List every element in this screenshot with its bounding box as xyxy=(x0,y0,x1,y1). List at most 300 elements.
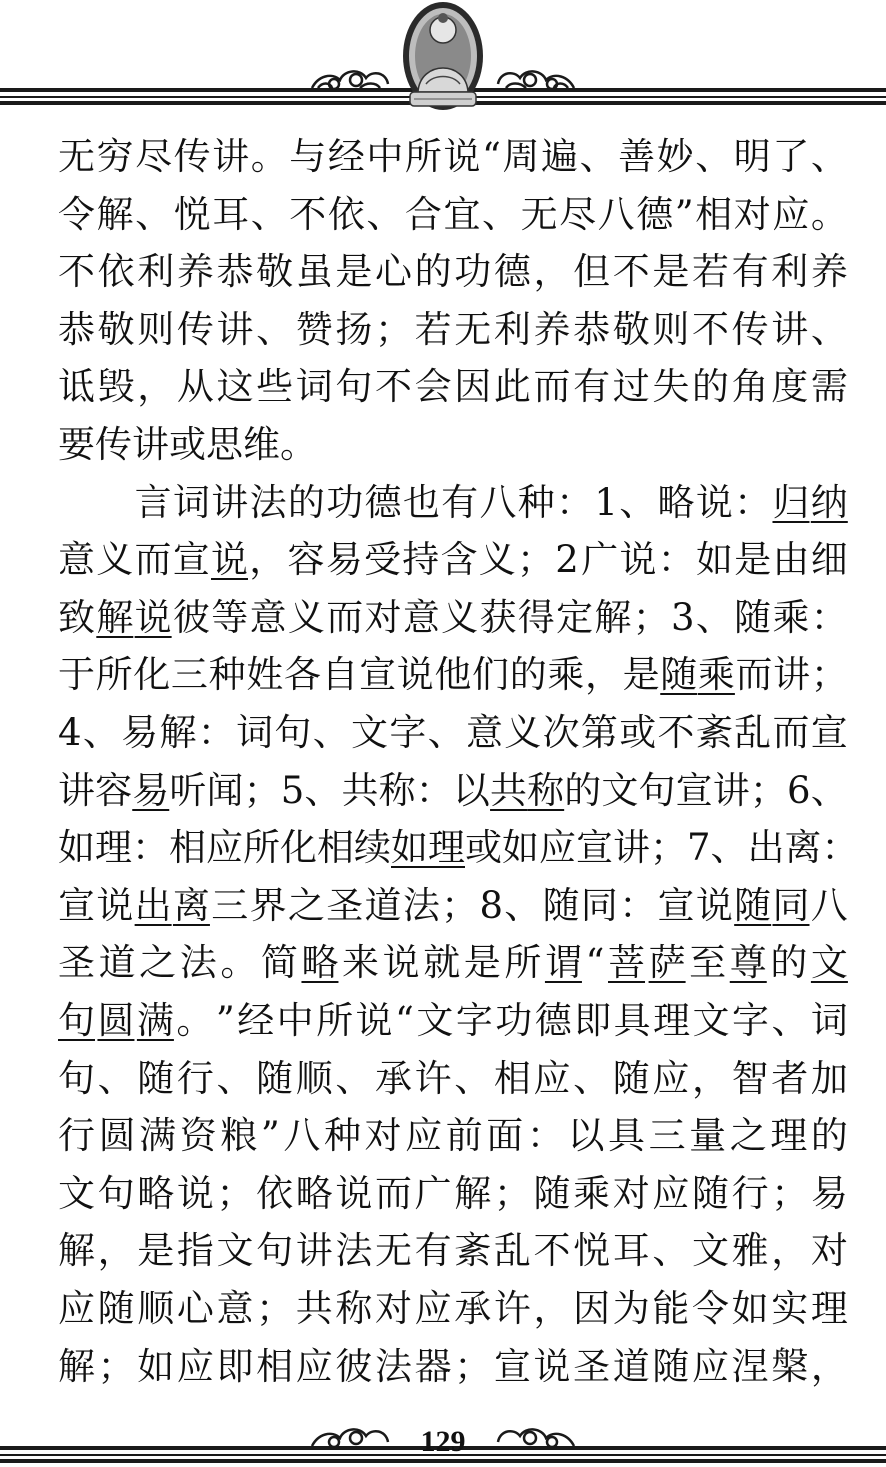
text-char: 三 xyxy=(170,653,208,696)
text-char: 2 xyxy=(555,538,579,581)
text-char: 的 xyxy=(414,250,452,293)
text-char: 、 xyxy=(695,596,733,639)
text-char: 宣 xyxy=(576,826,613,869)
text-char: 3 xyxy=(671,596,695,639)
text-char: 得 xyxy=(517,596,555,639)
text-char: 词 xyxy=(172,481,210,524)
text-char: 三 xyxy=(648,1114,686,1157)
text-line xyxy=(58,186,848,244)
text-char: 、 xyxy=(710,826,748,869)
text-char: 说 xyxy=(382,941,420,984)
underlined-char: 随 xyxy=(660,653,698,696)
text-char: ； xyxy=(650,826,687,869)
text-char: 文 xyxy=(351,711,389,754)
text-char: 6 xyxy=(787,769,811,812)
text-char: 尽 xyxy=(559,193,597,236)
text-char: 者 xyxy=(771,1057,809,1100)
text-char: 化 xyxy=(280,826,317,869)
text-char: 或 xyxy=(619,711,657,754)
text-char: 具 xyxy=(608,1114,646,1157)
text-char: 、 xyxy=(312,711,350,754)
text-char: 由 xyxy=(772,538,810,581)
text-char: ； xyxy=(749,769,787,812)
text-char: 简 xyxy=(260,941,298,984)
text-char: 功 xyxy=(326,481,364,524)
text-char: 应 xyxy=(539,826,576,869)
text-char: 圣 xyxy=(58,941,95,984)
text-char: 德 xyxy=(493,250,531,293)
text-char: 随 xyxy=(533,1172,571,1215)
text-char: ； xyxy=(441,884,479,927)
text-char: 词 xyxy=(295,365,333,408)
text-char: ” xyxy=(260,1114,280,1157)
text-char: 文 xyxy=(216,1229,254,1272)
text-char: 许 xyxy=(414,1057,452,1100)
underlined-char: 同 xyxy=(772,884,810,927)
text-char: 称 xyxy=(378,769,416,812)
text-char: ； xyxy=(632,596,670,639)
text-char: “ xyxy=(585,941,605,984)
text-char: 法 xyxy=(375,1345,412,1388)
text-char: 而 xyxy=(326,596,364,639)
text-char: 从 xyxy=(176,365,214,408)
text-char: 无 xyxy=(58,135,95,178)
text-char: 德 xyxy=(364,481,402,524)
text-char: 词 xyxy=(810,999,848,1042)
text-char: 道 xyxy=(364,884,402,927)
text-char: 粮 xyxy=(220,1114,258,1157)
text-char: 耳 xyxy=(212,193,250,236)
text-char: ； xyxy=(216,1172,254,1215)
text-char: 心 xyxy=(176,1287,214,1330)
text-char: 随 xyxy=(542,884,580,927)
text-char: 智 xyxy=(731,1057,769,1100)
text-char: 易 xyxy=(325,538,363,581)
text-char: 解 xyxy=(96,193,134,236)
text-char: 乱 xyxy=(493,1229,531,1272)
text-char: 具 xyxy=(613,999,651,1042)
text-char: 讲 xyxy=(212,135,250,178)
text-char: 共 xyxy=(341,769,379,812)
text-char: 对 xyxy=(810,1229,848,1272)
text-char: 应 xyxy=(414,1287,452,1330)
text-char: 广 xyxy=(581,538,619,581)
text-char: 说 xyxy=(176,1172,214,1215)
text-char: 句 xyxy=(97,1172,135,1215)
text-char: 、 xyxy=(304,769,342,812)
text-char: 涅 xyxy=(731,1345,769,1388)
text-char: ” xyxy=(674,193,694,236)
text-char: 指 xyxy=(176,1229,214,1272)
text-char: 意 xyxy=(465,711,503,754)
underlined-char: 出 xyxy=(134,884,172,927)
text-char: 细 xyxy=(810,538,848,581)
text-char: 了 xyxy=(772,135,810,178)
text-char: ， xyxy=(584,653,622,696)
text-char: 理 xyxy=(810,1287,848,1330)
text-char: 言 xyxy=(134,481,172,524)
text-char: 敬 xyxy=(612,308,650,351)
text-char: 所 xyxy=(404,135,442,178)
text-char: ： xyxy=(415,769,453,812)
text-char: ： xyxy=(810,596,848,639)
text-line xyxy=(58,704,848,762)
text-char: 相 xyxy=(493,1057,531,1100)
text-char xyxy=(96,474,133,532)
text-char: 文 xyxy=(601,769,639,812)
text-char: 圣 xyxy=(326,884,364,927)
text-char: 度 xyxy=(771,365,809,408)
text-char: ： xyxy=(197,711,235,754)
text-char: 词 xyxy=(236,711,274,754)
text-char: 姓 xyxy=(246,653,284,696)
text-char: 是 xyxy=(734,538,772,581)
text-char: 宣 xyxy=(810,711,848,754)
text-char: 恭 xyxy=(58,308,95,351)
text-char: 解 xyxy=(58,1229,95,1272)
text-char: 、 xyxy=(366,193,404,236)
text-char: 就 xyxy=(423,941,461,984)
text-char: 、 xyxy=(810,308,848,351)
text-char: ； xyxy=(375,308,412,351)
text-char: 、 xyxy=(335,1057,373,1100)
text-char: 应 xyxy=(533,1057,571,1100)
text-char: 是 xyxy=(463,941,501,984)
text-char: 应 xyxy=(58,1287,95,1330)
underlined-char: 解 xyxy=(96,596,134,639)
text-char: 讲 xyxy=(132,423,169,466)
text-char: 随 xyxy=(97,1287,135,1330)
text-char: 而 xyxy=(134,538,172,581)
text-char: 诋 xyxy=(58,365,95,408)
text-char: 解 xyxy=(58,1345,95,1388)
text-char: 不 xyxy=(612,250,650,293)
text-char: 满 xyxy=(139,1114,177,1157)
text-char: 宣 xyxy=(657,884,695,927)
text-char: 依 xyxy=(327,193,365,236)
text-char: 致 xyxy=(58,596,95,639)
text-char: 对 xyxy=(364,596,402,639)
text-char: 的 xyxy=(770,941,808,984)
text-char: 容 xyxy=(95,769,133,812)
left-cloud-scroll-icon xyxy=(312,71,388,89)
underlined-char: 句 xyxy=(58,999,95,1042)
text-char: 理 xyxy=(95,826,132,869)
text-char: “ xyxy=(395,999,414,1042)
text-char: 相 xyxy=(695,193,733,236)
text-char: 而 xyxy=(533,365,571,408)
text-char: 理 xyxy=(653,999,691,1042)
text-char: 所 xyxy=(504,941,542,984)
text-char: 槃 xyxy=(771,1345,809,1388)
underlined-char: 易 xyxy=(132,769,170,812)
text-char: 中 xyxy=(276,999,314,1042)
text-char: 、 xyxy=(135,193,173,236)
text-char: 7 xyxy=(687,826,711,869)
text-line xyxy=(58,474,848,532)
text-char: 、 xyxy=(97,1057,135,1100)
text-char: 德 xyxy=(636,193,674,236)
footer-left-cloud-scroll-icon xyxy=(312,1429,388,1447)
text-char: 承 xyxy=(454,1287,492,1330)
text-char: 承 xyxy=(375,1057,412,1100)
text-char: 而 xyxy=(375,1172,412,1215)
text-char: 功 xyxy=(454,250,492,293)
text-line xyxy=(58,877,848,935)
text-line xyxy=(58,1338,848,1396)
text-char: 乘 xyxy=(772,596,810,639)
text-char: 讲 xyxy=(773,653,811,696)
text-char: 加 xyxy=(810,1057,848,1100)
text-char: 共 xyxy=(295,1287,333,1330)
text-char: 应 xyxy=(692,1345,729,1388)
text-char: 讲 xyxy=(295,1229,333,1272)
text-char: 的 xyxy=(810,1114,848,1157)
underlined-char: 随 xyxy=(734,884,772,927)
text-char: 相 xyxy=(169,826,206,869)
text-line xyxy=(58,301,848,359)
text-char: 句 xyxy=(256,1229,294,1272)
text-char: 传 xyxy=(173,135,211,178)
text-char: 理 xyxy=(770,1114,808,1157)
text-char: 思 xyxy=(206,423,243,466)
text-char: 遍 xyxy=(541,135,579,178)
text-char: 前 xyxy=(445,1114,483,1157)
text-char: 意 xyxy=(402,596,440,639)
text-char: 、 xyxy=(810,135,848,178)
text-char: 如 xyxy=(696,538,734,581)
text-char: 合 xyxy=(404,193,442,236)
text-char: 宣 xyxy=(675,769,713,812)
text-char: 文 xyxy=(58,1172,95,1215)
text-char: 容 xyxy=(287,538,325,581)
text-char: 法 xyxy=(179,941,217,984)
text-char: 资 xyxy=(179,1114,217,1157)
text-char: 们 xyxy=(472,653,510,696)
text-char: 心 xyxy=(375,250,412,293)
text-char: 来 xyxy=(342,941,380,984)
text-char: 说 xyxy=(396,653,434,696)
text-char: 所 xyxy=(95,653,133,696)
underlined-char: 离 xyxy=(172,884,210,927)
text-char: 些 xyxy=(256,365,294,408)
text-line xyxy=(58,1050,848,1108)
text-char: 说 xyxy=(355,999,393,1042)
text-char: ： xyxy=(821,826,859,869)
text-char: ， xyxy=(810,1345,848,1388)
text-char: 持 xyxy=(402,538,440,581)
text-char: 传 xyxy=(731,308,769,351)
text-char: 应 xyxy=(652,1057,690,1100)
text-char: 意 xyxy=(216,1287,254,1330)
text-char: 量 xyxy=(689,1114,727,1157)
text-char: 。 xyxy=(810,193,848,236)
text-char: 宣 xyxy=(493,1345,531,1388)
text-char: 过 xyxy=(612,365,650,408)
text-char: 经 xyxy=(327,135,365,178)
text-char: 应 xyxy=(405,1114,443,1157)
text-char: 是 xyxy=(622,653,660,696)
text-char: ； xyxy=(771,1172,809,1215)
text-char: 要 xyxy=(58,423,95,466)
text-char: 相 xyxy=(317,826,354,869)
text-char: ： xyxy=(132,826,169,869)
underlined-char: 归 xyxy=(772,481,810,524)
text-line xyxy=(58,358,848,416)
text-char: ： xyxy=(556,481,594,524)
text-char: 文 xyxy=(416,999,454,1042)
text-char: 受 xyxy=(364,538,401,581)
underlined-char: 满 xyxy=(136,999,174,1042)
text-char: 、 xyxy=(619,481,657,524)
text-char: 毁 xyxy=(97,365,135,408)
text-char: 妙 xyxy=(656,135,694,178)
text-char: 随 xyxy=(137,1057,175,1100)
text-char: 八 xyxy=(810,884,848,927)
text-char: 所 xyxy=(243,826,280,869)
text-char: 无 xyxy=(454,308,492,351)
text-char: 养 xyxy=(176,250,214,293)
text-char: 而 xyxy=(735,653,773,696)
text-char: 宣 xyxy=(172,538,210,581)
text-char: 实 xyxy=(771,1287,809,1330)
text-char: 略 xyxy=(137,1172,175,1215)
text-char: 经 xyxy=(237,999,275,1042)
text-char: 乘 xyxy=(573,1172,611,1215)
text-char: 明 xyxy=(733,135,771,178)
text-char: 中 xyxy=(366,135,404,178)
text-char: 句 xyxy=(335,365,373,408)
text-char: 说 xyxy=(619,538,657,581)
underlined-char: 菩 xyxy=(608,941,646,984)
text-char: 利 xyxy=(493,308,531,351)
text-char: 德 xyxy=(534,999,572,1042)
text-char: ； xyxy=(810,653,848,696)
text-char: 令 xyxy=(692,1287,729,1330)
text-char: 种 xyxy=(323,1114,361,1157)
text-char: 等 xyxy=(211,596,249,639)
underlined-char: 文 xyxy=(810,941,848,984)
text-char: 义 xyxy=(441,596,479,639)
text-char: 八 xyxy=(479,481,517,524)
text-char: 随 xyxy=(692,1172,729,1215)
text-char: “ xyxy=(482,135,501,178)
text-char: 赞 xyxy=(295,308,333,351)
header-ornament xyxy=(0,0,886,115)
text-char: 、 xyxy=(573,1057,611,1100)
text-char: 三 xyxy=(211,884,249,927)
text-line xyxy=(58,992,848,1050)
text-char: 1 xyxy=(594,481,618,524)
text-char: 如 xyxy=(137,1345,175,1388)
text-char: 传 xyxy=(95,423,132,466)
text-char: 不 xyxy=(657,711,695,754)
text-char: 维 xyxy=(243,423,280,466)
text-char: ， xyxy=(137,365,175,408)
text-char: 广 xyxy=(414,1172,452,1215)
text-line xyxy=(58,762,848,820)
text-char: 则 xyxy=(137,308,175,351)
text-char: 顺 xyxy=(295,1057,333,1100)
text-char: 、 xyxy=(250,193,288,236)
text-char: 穷 xyxy=(96,135,134,178)
text-char xyxy=(58,474,95,532)
text-char: 、 xyxy=(771,999,809,1042)
text-char: 随 xyxy=(734,596,772,639)
text-char: 对 xyxy=(364,1114,402,1157)
text-char: 字 xyxy=(389,711,427,754)
text-char: 字 xyxy=(732,999,769,1042)
text-char: 讲 xyxy=(216,308,254,351)
text-char: 但 xyxy=(573,250,611,293)
text-char: 不 xyxy=(58,250,95,293)
underlined-char: 圆 xyxy=(97,999,135,1042)
text-char: 、 xyxy=(256,308,294,351)
underlined-char: 乘 xyxy=(697,653,735,696)
text-char: 、 xyxy=(82,711,120,754)
text-char: 是 xyxy=(652,250,690,293)
text-char: 悦 xyxy=(573,1229,611,1272)
text-char: 圆 xyxy=(98,1114,136,1157)
underlined-char: 纳 xyxy=(810,481,848,524)
text-char: 讲 xyxy=(613,826,650,869)
text-line xyxy=(58,819,859,877)
text-char: 失 xyxy=(652,365,690,408)
text-char: 能 xyxy=(652,1287,690,1330)
text-char: 这 xyxy=(216,365,254,408)
underlined-char: 理 xyxy=(428,826,465,869)
text-char: ； xyxy=(256,1287,294,1330)
text-line xyxy=(58,1280,848,1338)
text-char: 有 xyxy=(573,365,611,408)
text-char: 顺 xyxy=(137,1287,175,1330)
text-char: 需 xyxy=(810,365,848,408)
text-char: 所 xyxy=(316,999,354,1042)
text-char: 则 xyxy=(652,308,690,351)
text-char: 若 xyxy=(414,308,452,351)
text-char: 宣 xyxy=(359,653,397,696)
text-char: 。 xyxy=(280,423,317,466)
text-char: 应 xyxy=(652,1172,690,1215)
text-char: 讲 xyxy=(771,308,809,351)
underlined-char: 说 xyxy=(211,538,248,581)
text-char: 听 xyxy=(169,769,207,812)
text-char: 彼 xyxy=(335,1345,373,1388)
text-char: 续 xyxy=(354,826,391,869)
underlined-char: 萨 xyxy=(648,941,686,984)
text-char: 句 xyxy=(58,1057,95,1100)
text-char: 的 xyxy=(692,365,729,408)
text-char: 善 xyxy=(618,135,656,178)
text-char: 的 xyxy=(287,481,325,524)
text-char: 随 xyxy=(612,1057,650,1100)
text-char: 因 xyxy=(454,365,492,408)
text-char: 角 xyxy=(731,365,769,408)
text-char: 说 xyxy=(335,1172,373,1215)
text-char: 、 xyxy=(695,135,733,178)
text-char: 讲 xyxy=(712,769,750,812)
text-char: 文 xyxy=(692,999,730,1042)
text-char: 易 xyxy=(810,1172,848,1215)
text-char: 八 xyxy=(283,1114,321,1157)
text-char: 随 xyxy=(652,1345,690,1388)
text-char: 依 xyxy=(97,250,135,293)
underlined-char: 说 xyxy=(134,596,172,639)
text-char: 法 xyxy=(402,884,440,927)
text-char: 对 xyxy=(375,1287,412,1330)
text-char: 义 xyxy=(504,711,542,754)
text-char: 界 xyxy=(249,884,287,927)
